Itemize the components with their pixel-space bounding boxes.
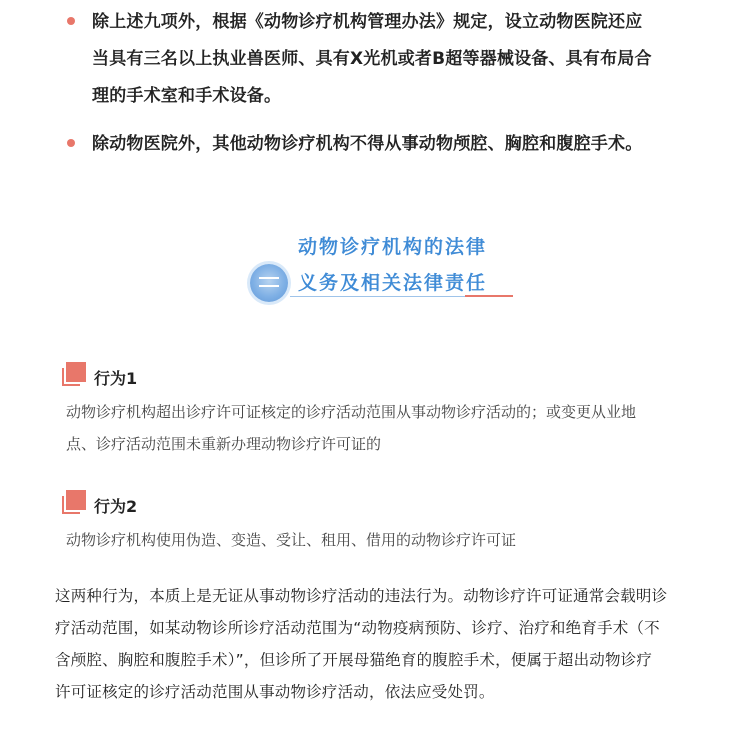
bullet-line: 除上述九项外，根据《动物诊疗机构管理办法》规定，设立动物医院还应 [92, 12, 643, 32]
act-body [66, 524, 516, 556]
bullet-line: 除动物医院外，其他动物诊疗机构不得从事动物颅腔、胸腔和腹腔手术。 [92, 134, 643, 154]
act-title: 行为2 [94, 497, 138, 516]
act-body [66, 396, 636, 460]
paragraph-line: 含颅腔、胸腔和腹腔手术）”，但诊所了开展母猫绝育的腹腔手术，便属于超出动物诊疗 [55, 651, 653, 669]
section-title-line2: 义务及相关法律责任 [298, 272, 488, 294]
bullet-line: 理的手术室和手术设备。 [92, 86, 282, 106]
act-title: 行为1 [94, 369, 138, 388]
act-body-line: 动物诊疗机构超出诊疗许可证核定的诊疗活动范围从事动物诊疗活动的；或变更从业地 [66, 403, 637, 421]
paragraph-line: 许可证核定的诊疗活动范围从事动物诊疗活动，依法应受处罚。 [55, 683, 495, 701]
badge-stroke [259, 285, 279, 287]
section-number-badge-icon [250, 264, 288, 302]
act-body-line: 动物诊疗机构使用伪造、变造、受让、租用、借用的动物诊疗许可证 [66, 531, 517, 549]
square-marker-icon [62, 362, 86, 386]
badge-stroke [259, 277, 279, 279]
bullet-text [92, 4, 652, 115]
bullet-dot-icon [67, 139, 75, 147]
explanation-paragraph [55, 580, 715, 708]
section-header [250, 230, 530, 310]
section-underline-accent [465, 295, 513, 297]
bullet-text [92, 126, 642, 163]
paragraph-line: 这两种行为，本质上是无证从事动物诊疗活动的违法行为。动物诊疗许可证通常会载明诊 [55, 587, 668, 605]
bullet-line: 当具有三名以上执业兽医师、具有X光机或者B超等器械设备、具有布局合 [92, 49, 652, 69]
bullet-dot-icon [67, 17, 75, 25]
section-title-line1: 动物诊疗机构的法律 [298, 236, 488, 258]
section-underline [290, 296, 465, 297]
paragraph-line: 疗活动范围，如某动物诊所诊疗活动范围为“动物疫病预防、诊疗、治疗和绝育手术（不 [55, 619, 660, 637]
square-marker-icon [62, 490, 86, 514]
act-body-line: 点、诊疗活动范围未重新办理动物诊疗许可证的 [66, 435, 382, 453]
